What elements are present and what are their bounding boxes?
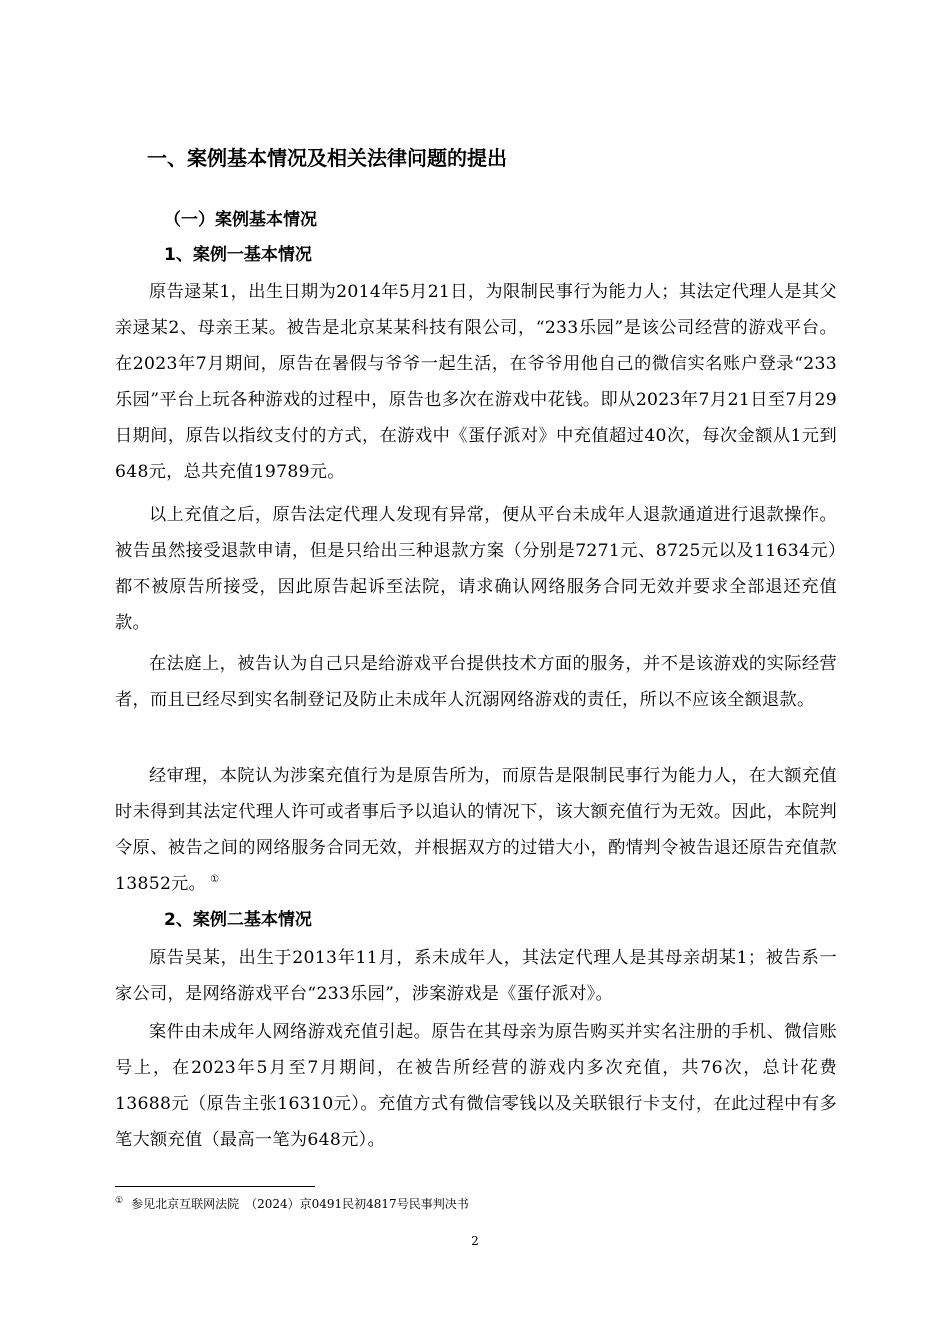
case2-title: 2、案例二基本情况 bbox=[164, 910, 312, 930]
footnote-reference: ① bbox=[210, 874, 220, 886]
section-heading: 一、案例基本情况及相关法律问题的提出 bbox=[147, 146, 507, 170]
footnote-text: 参见北京互联网法院 （2024）京0491民初4817号民事判决书 bbox=[131, 1197, 469, 1211]
footnote-divider bbox=[115, 1186, 315, 1187]
case2-paragraph-2: 案件由未成年人网络游戏充值引起。原告在其母亲为原告购买并实名注册的手机、微信账号上，在2023年5月至7月期间，在被告所经营的游戏内多次充值，共76次，总计花费13688元（原告主张16310元）。充值方式有微信零钱以及关联银行卡支付，在此过程中有多笔大额充值（最高一笔为648元）。 bbox=[115, 1022, 837, 1150]
case1-paragraph-2: 以上充值之后，原告法定代理人发现有异常，便从平台未成年人退款通道进行退款操作。被告虽然接受退款申请，但是只给出三种退款方案（分别是7271元、8725元以及11634元）都不被原告所接受，因此原告起诉至法院，请求确认网络服务合同无效并要求全部退还充值款。 bbox=[115, 505, 837, 633]
subsection-heading: （一）案例基本情况 bbox=[164, 210, 317, 230]
case1-paragraph-1: 原告逯某1，出生日期为2014年5月21日，为限制民事行为能力人；其法定代理人是其父亲逯某2、母亲王某。被告是北京某某科技有限公司，“233乐园”是该公司经营的游戏平台。在2023年7月期间，原告在暑假与爷爷一起生活，在爷爷用他自己的微信实名账户登录“233乐园”平台上玩各种游戏的过程中，原告也多次在游戏中花钱。即从2023年7月21日至7月29日期间，原告以指纹支付的方式，在游戏中《蛋仔派对》中充值超过40次，每次金额从1元到648元，总共充值19789元。 bbox=[115, 282, 837, 482]
footnote-mark: ① bbox=[115, 1196, 124, 1206]
case1-paragraph-3: 在法庭上，被告认为自己只是给游戏平台提供技术方面的服务，并不是该游戏的实际经营者，而且已经尽到实名制登记及防止未成年人沉溺网络游戏的责任，所以不应该全额退款。 bbox=[115, 654, 837, 710]
case1-paragraph-4 bbox=[115, 758, 837, 902]
case1-title: 1、案例一基本情况 bbox=[164, 245, 312, 265]
footnote bbox=[115, 1194, 469, 1214]
case1-paragraph-4-text: 经审理，本院认为涉案充值行为是原告所为，而原告是限制民事行为能力人，在大额充值时未得到其法定代理人许可或者事后予以追认的情况下，该大额充值行为无效。因此，本院判令原、被告之间的网络服务合同无效，并根据双方的过错大小，酌情判令被告退还原告充值款13852元。 bbox=[115, 766, 837, 894]
page-number: 2 bbox=[471, 1234, 479, 1248]
case2-paragraph-1: 原告吴某，出生于2013年11月，系未成年人，其法定代理人是其母亲胡某1；被告系一家公司，是网络游戏平台“233乐园”，涉案游戏是《蛋仔派对》。 bbox=[115, 948, 837, 1004]
